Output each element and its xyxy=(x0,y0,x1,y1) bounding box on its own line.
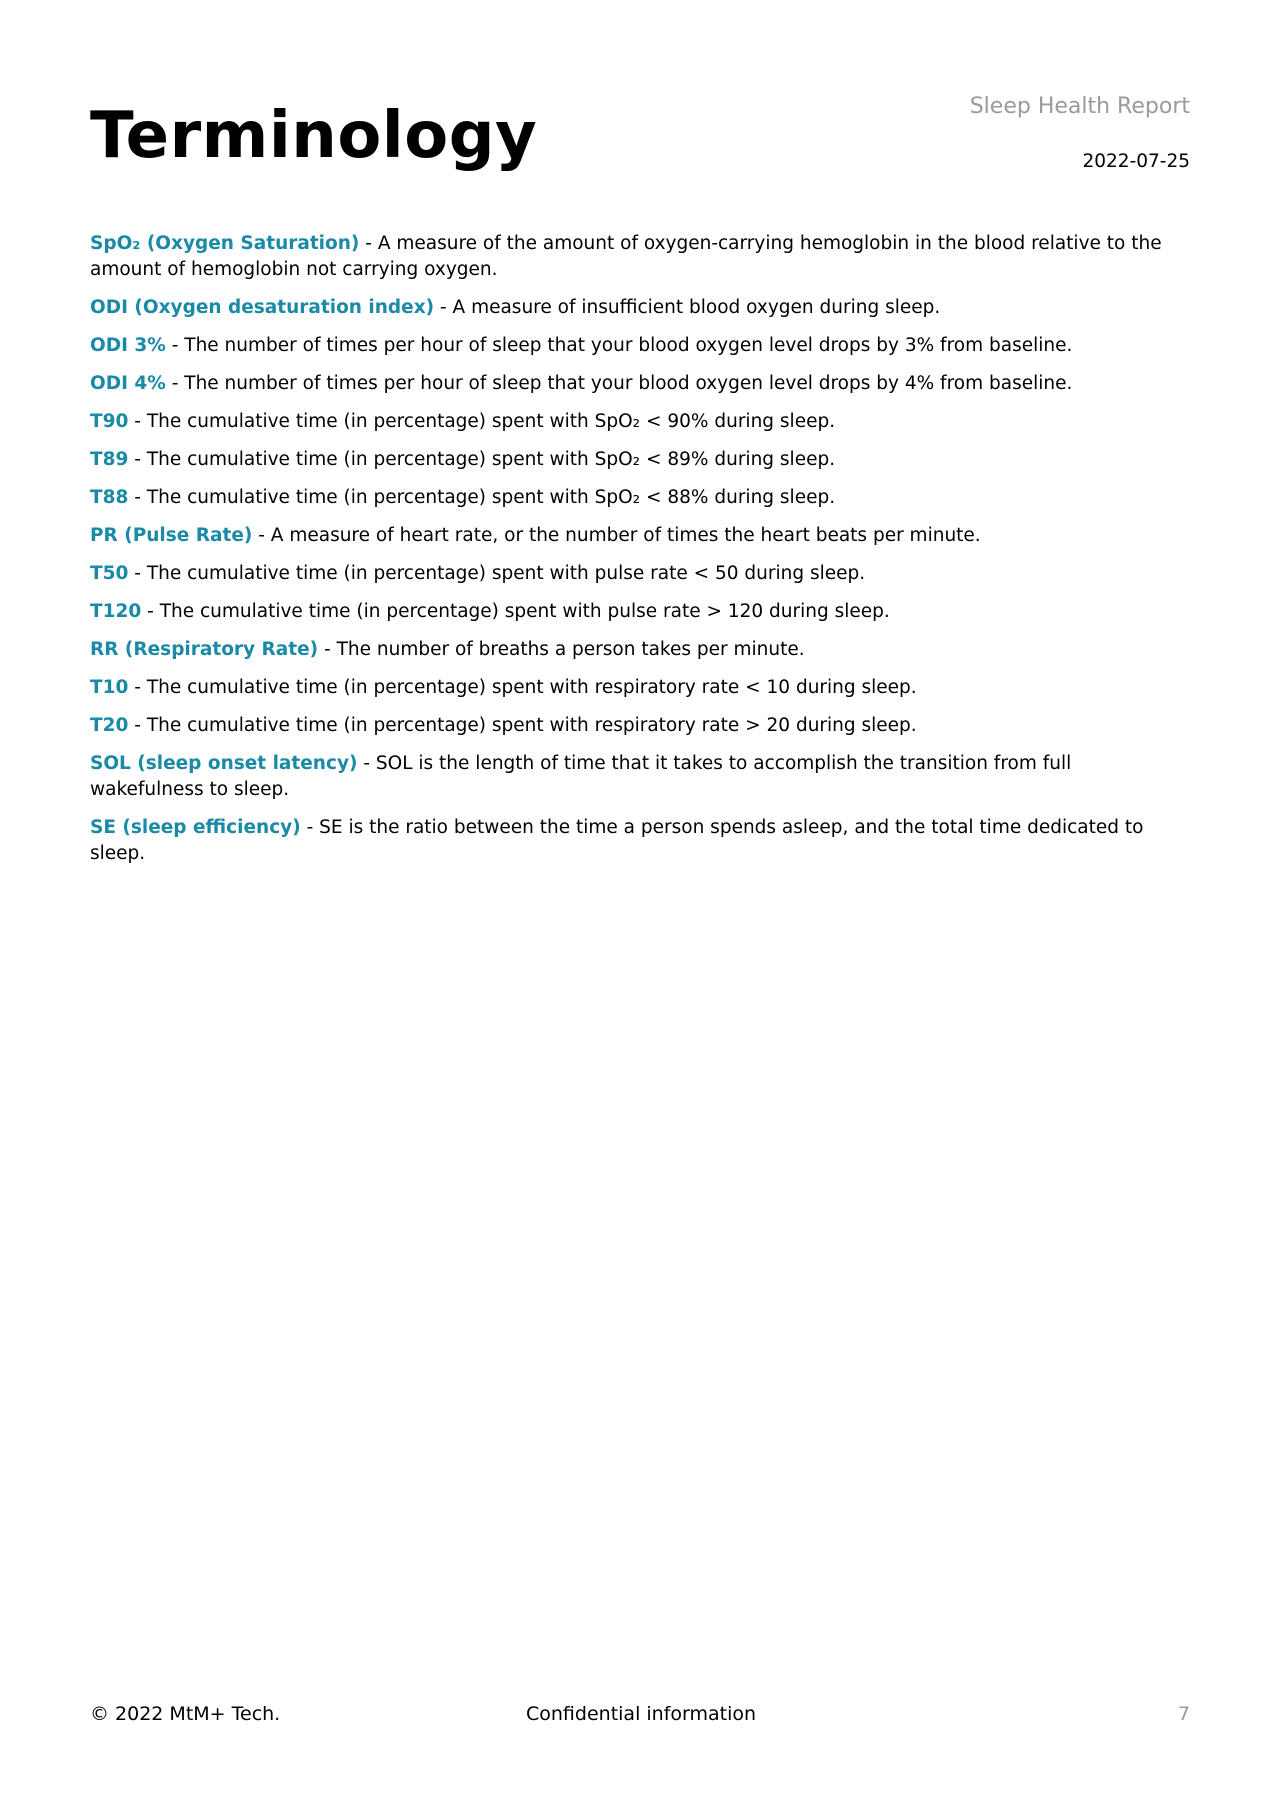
term-separator: - xyxy=(128,715,147,736)
term-separator: - xyxy=(128,487,147,508)
term-description: The cumulative time (in percentage) spent with SpO₂ < 90% during sleep. xyxy=(146,411,836,432)
term-name: ODI (Oxygen desaturation index) xyxy=(90,297,435,318)
term-separator: - xyxy=(359,233,378,254)
term-separator: - xyxy=(128,677,147,698)
term-description: A measure of insufficient blood oxygen during sleep. xyxy=(452,297,941,318)
footer-confidential: Confidential information xyxy=(526,1703,757,1725)
term-separator: - xyxy=(357,753,376,774)
term-description: SE is the ratio between the time a person spends asleep, and the total time dedicated to sleep. xyxy=(90,817,1144,864)
term-separator: - xyxy=(165,373,185,394)
report-name: Sleep Health Report xyxy=(969,94,1190,119)
term-entry xyxy=(90,231,1190,283)
term-name: SpO₂ (Oxygen Saturation) xyxy=(90,233,360,254)
term-name: SOL (sleep onset latency) xyxy=(90,753,358,774)
term-separator: - xyxy=(128,449,147,470)
term-description: The cumulative time (in percentage) spent with respiratory rate < 10 during sleep. xyxy=(146,677,917,698)
term-separator: - xyxy=(141,601,160,622)
term-name: SE (sleep efficiency) xyxy=(90,817,301,838)
term-separator: - xyxy=(318,639,337,660)
term-name: T50 xyxy=(90,563,129,584)
term-description: A measure of heart rate, or the number of times the heart beats per minute. xyxy=(270,525,981,546)
term-description: A measure of the amount of oxygen-carrying hemoglobin in the blood relative to the amount of hemoglobin not carrying oxygen. xyxy=(90,233,1162,280)
term-entry xyxy=(90,447,1190,473)
term-name: T88 xyxy=(90,487,129,508)
report-date: 2022-07-25 xyxy=(1082,151,1190,172)
term-entry xyxy=(90,485,1190,511)
term-entry xyxy=(90,713,1190,739)
term-description: The number of times per hour of sleep that your blood oxygen level drops by 4% from baseline. xyxy=(184,373,1073,394)
term-entry xyxy=(90,815,1190,867)
terminology-list xyxy=(90,231,1190,879)
term-separator: - xyxy=(434,297,453,318)
term-entry xyxy=(90,751,1190,803)
term-description: The cumulative time (in percentage) spent with SpO₂ < 89% during sleep. xyxy=(146,449,836,470)
term-name: T89 xyxy=(90,449,129,470)
term-separator: - xyxy=(252,525,271,546)
term-description: The cumulative time (in percentage) spent with SpO₂ < 88% during sleep. xyxy=(146,487,836,508)
term-name: RR (Respiratory Rate) xyxy=(90,639,319,660)
term-separator: - xyxy=(300,817,320,838)
term-entry xyxy=(90,561,1190,587)
term-name: PR (Pulse Rate) xyxy=(90,525,253,546)
term-entry xyxy=(90,295,1190,321)
term-separator: - xyxy=(128,563,147,584)
term-description: SOL is the length of time that it takes to accomplish the transition from full wakefulness to sleep. xyxy=(90,753,1072,800)
page-number: 7 xyxy=(1177,1703,1190,1725)
term-separator: - xyxy=(165,335,185,356)
term-entry xyxy=(90,523,1190,549)
term-entry xyxy=(90,371,1190,397)
term-description: The cumulative time (in percentage) spent with pulse rate > 120 during sleep. xyxy=(159,601,890,622)
term-name: T120 xyxy=(90,601,142,622)
term-description: The cumulative time (in percentage) spent with respiratory rate > 20 during sleep. xyxy=(146,715,917,736)
term-description: The cumulative time (in percentage) spent with pulse rate < 50 during sleep. xyxy=(146,563,866,584)
page-title: Terminology xyxy=(90,99,538,173)
term-entry xyxy=(90,333,1190,359)
term-name: T10 xyxy=(90,677,129,698)
term-name: T20 xyxy=(90,715,129,736)
term-description: The number of times per hour of sleep that your blood oxygen level drops by 3% from baseline. xyxy=(184,335,1073,356)
term-separator: - xyxy=(128,411,147,432)
term-entry xyxy=(90,637,1190,663)
term-entry xyxy=(90,409,1190,435)
term-name: ODI 4% xyxy=(90,373,166,394)
term-entry xyxy=(90,675,1190,701)
term-entry xyxy=(90,599,1190,625)
term-description: The number of breaths a person takes per minute. xyxy=(336,639,805,660)
footer-copyright: © 2022 MtM+ Tech. xyxy=(90,1703,281,1725)
term-name: ODI 3% xyxy=(90,335,166,356)
term-name: T90 xyxy=(90,411,129,432)
